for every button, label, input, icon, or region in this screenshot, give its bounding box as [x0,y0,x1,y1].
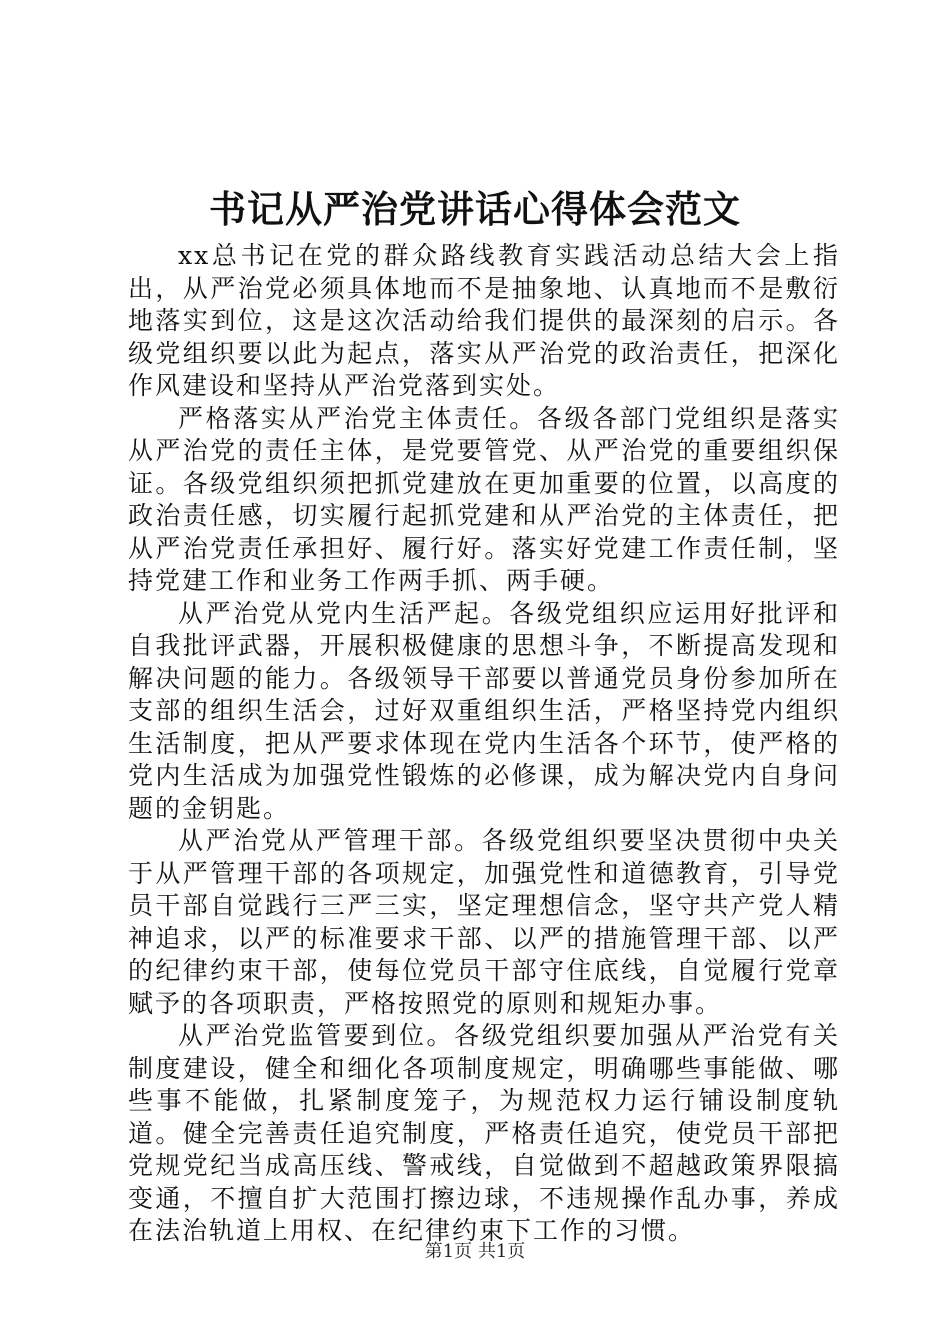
page-number-footer: 第1页 共1页 [424,1241,526,1262]
document-title: 书记从严治党讲话心得体会范文 [209,187,741,231]
paragraph-responsibility: 严格落实从严治党主体责任。各级各部门党组织是落实从严治党的责任主体，是党要管党、从严治党的重要组织保证。各级党组织须把抓党建放在更加重要的位置，以高度的政治责任感，切实履行起抓党建和从严治党的主体责任，把从严治党责任承担好、履行好。落实好党建工作责任制，坚持党建工作和业务工作两手抓、两手硬。 [128,403,840,595]
document-body [128,240,840,1248]
paragraph-intro: xx总书记在党的群众路线教育实践活动总结大会上指出，从严治党必须具体地而不是抽象地、认真地而不是敷衍地落实到位，这是这次活动给我们提供的最深刻的启示。各级党组织要以此为起点，落实从严治党的政治责任，把深化作风建设和坚持从严治党落到实处。 [128,241,840,400]
paragraph-cadre-management: 从严治党从严管理干部。各级党组织要坚决贯彻中央关于从严管理干部的各项规定，加强党性和道德教育，引导党员干部自觉践行三严三实，坚定理想信念，坚守共产党人精神追求，以严的标准要求干部、以严的措施管理干部、以严的纪律约束干部，使每位党员干部守住底线，自觉履行党章赋予的各项职责，严格按照党的原则和规矩办事。 [128,826,840,1018]
paragraph-supervision: 从严治党监管要到位。各级党组织要加强从严治党有关制度建设，健全和细化各项制度规定，明确哪些事能做、哪些事不能做，扎紧制度笼子，为规范权力运行铺设制度轨道。健全完善责任追究制度，严格责任追究，使党员干部把党规党纪当成高压线、警戒线，自觉做到不超越政策界限搞变通，不擅自扩大范围打擦边球，不违规操作乱办事，养成在法治轨道上用权、在纪律约束下工作的习惯。 [128,1021,840,1245]
paragraph-party-life: 从严治党从党内生活严起。各级党组织应运用好批评和自我批评武器，开展积极健康的思想斗争，不断提高发现和解决问题的能力。各级领导干部要以普通党员身份参加所在支部的组织生活会，过好双重组织生活，严格坚持党内组织生活制度，把从严要求体现在党内生活各个环节，使严格的党内生活成为加强党性锻炼的必修课，成为解决党内自身问题的金钥匙。 [128,598,840,823]
